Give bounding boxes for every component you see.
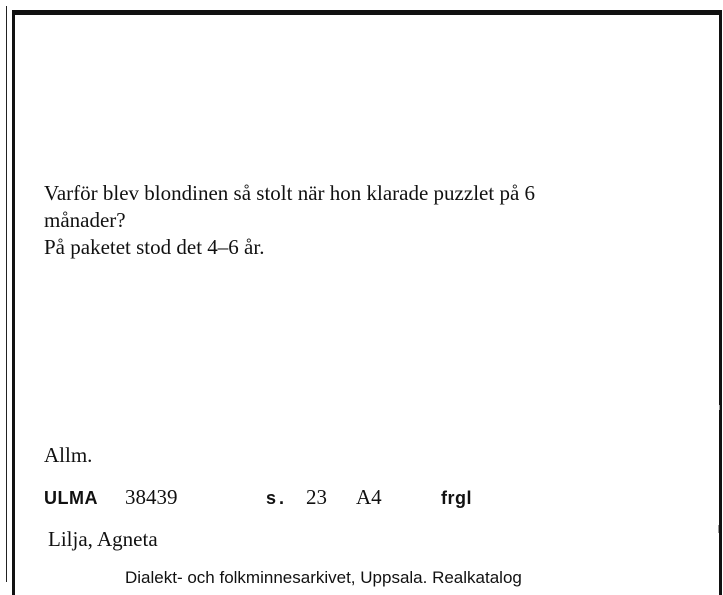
reference-row: [44, 485, 644, 511]
archive-footer: Dialekt- och folkminnesarkivet, Uppsala. Realkatalog: [125, 568, 522, 587]
card-left-edge: [6, 6, 7, 582]
joke-text: [44, 180, 684, 261]
page-label: s.: [266, 488, 288, 508]
paper-format: A4: [356, 485, 382, 509]
scan-speck: [718, 525, 719, 533]
author-name: Lilja, Agneta: [48, 527, 158, 551]
record-number: 38439: [125, 485, 178, 509]
scan-speck: [719, 405, 720, 410]
collection-code: frgl: [441, 488, 472, 508]
page-number: 23: [306, 485, 327, 509]
archive-code: ULMA: [44, 488, 98, 508]
joke-line: Varför blev blondinen så stolt när hon klarade puzzlet på 6: [44, 181, 536, 205]
joke-line: månader?: [44, 208, 126, 232]
joke-line: På paketet stod det 4–6 år.: [44, 235, 265, 259]
category-label: Allm.: [44, 443, 93, 467]
